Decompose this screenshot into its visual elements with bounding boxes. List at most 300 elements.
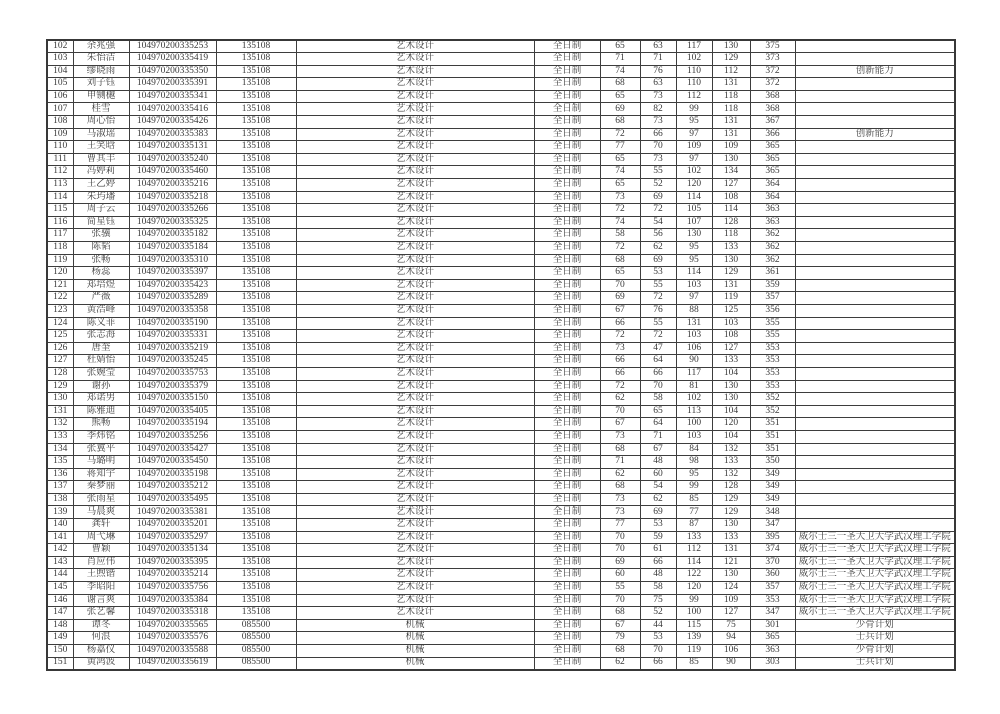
table-row	[47, 53, 955, 66]
cell-score-1: 62	[600, 393, 640, 406]
cell-score-2: 59	[640, 531, 676, 544]
cell-major-code: 135108	[216, 544, 296, 557]
cell-name: 杜婧怡	[73, 355, 129, 368]
cell-score-1: 65	[600, 153, 640, 166]
cell-score-1: 79	[600, 632, 640, 645]
cell-score-4: 132	[712, 468, 750, 481]
cell-remark: 创新能力	[795, 65, 955, 78]
cell-name: 张冀平	[73, 443, 129, 456]
cell-total: 357	[750, 582, 795, 595]
cell-score-2: 63	[640, 40, 676, 53]
cell-remark: 士兵计划	[795, 632, 955, 645]
cell-score-1: 67	[600, 304, 640, 317]
cell-remark	[795, 443, 955, 456]
cell-major-code: 135108	[216, 481, 296, 494]
cell-score-4: 130	[712, 254, 750, 267]
cell-major-name: 艺术设计	[296, 506, 534, 519]
cell-candidate-id: 104970200335310	[129, 254, 216, 267]
cell-major-code: 135108	[216, 493, 296, 506]
cell-name: 谢言爽	[73, 594, 129, 607]
cell-name: 张婉莹	[73, 367, 129, 380]
cell-score-2: 48	[640, 569, 676, 582]
cell-major-name: 艺术设计	[296, 78, 534, 91]
cell-study-mode: 全日制	[534, 292, 600, 305]
cell-score-1: 69	[600, 103, 640, 116]
table-row	[47, 103, 955, 116]
cell-major-name: 艺术设计	[296, 342, 534, 355]
table-row	[47, 405, 955, 418]
cell-candidate-id: 104970200335325	[129, 216, 216, 229]
cell-study-mode: 全日制	[534, 481, 600, 494]
cell-score-3: 100	[676, 418, 712, 431]
cell-remark	[795, 418, 955, 431]
cell-score-1: 73	[600, 342, 640, 355]
cell-candidate-id: 104970200335240	[129, 153, 216, 166]
cell-score-3: 139	[676, 632, 712, 645]
cell-score-4: 104	[712, 367, 750, 380]
cell-study-mode: 全日制	[534, 645, 600, 658]
cell-candidate-id: 104970200335219	[129, 342, 216, 355]
cell-name: 杨蕊	[73, 267, 129, 280]
cell-score-3: 81	[676, 380, 712, 393]
cell-score-2: 72	[640, 292, 676, 305]
cell-remark	[795, 267, 955, 280]
cell-major-name: 艺术设计	[296, 607, 534, 620]
cell-candidate-id: 104970200335201	[129, 519, 216, 532]
cell-score-1: 67	[600, 418, 640, 431]
cell-remark: 威尔士三一圣大卫大学武汉理工学院	[795, 544, 955, 557]
cell-candidate-id: 104970200335131	[129, 141, 216, 154]
cell-score-1: 60	[600, 569, 640, 582]
cell-total: 349	[750, 493, 795, 506]
cell-total: 349	[750, 468, 795, 481]
table-row	[47, 355, 955, 368]
cell-study-mode: 全日制	[534, 116, 600, 129]
table-row	[47, 519, 955, 532]
cell-row-number: 110	[47, 141, 73, 154]
cell-study-mode: 全日制	[534, 619, 600, 632]
cell-candidate-id: 104970200335182	[129, 229, 216, 242]
cell-score-4: 129	[712, 493, 750, 506]
table-row	[47, 645, 955, 658]
cell-candidate-id: 104970200335266	[129, 204, 216, 217]
cell-name: 何浪	[73, 632, 129, 645]
cell-total: 353	[750, 380, 795, 393]
cell-total: 363	[750, 645, 795, 658]
cell-score-1: 69	[600, 556, 640, 569]
cell-score-1: 70	[600, 544, 640, 557]
cell-name: 龚轩	[73, 519, 129, 532]
cell-row-number: 107	[47, 103, 73, 116]
cell-score-4: 118	[712, 90, 750, 103]
cell-major-name: 机械	[296, 657, 534, 670]
cell-total: 368	[750, 90, 795, 103]
cell-study-mode: 全日制	[534, 367, 600, 380]
cell-remark: 士兵计划	[795, 657, 955, 670]
cell-remark: 威尔士三一圣大卫大学武汉理工学院	[795, 569, 955, 582]
table-row	[47, 191, 955, 204]
cell-total: 364	[750, 191, 795, 204]
cell-name: 唐奎	[73, 342, 129, 355]
cell-study-mode: 全日制	[534, 40, 600, 53]
table-row	[47, 216, 955, 229]
cell-name: 张志海	[73, 330, 129, 343]
table-row	[47, 279, 955, 292]
cell-score-2: 54	[640, 216, 676, 229]
table-row	[47, 254, 955, 267]
cell-total: 363	[750, 204, 795, 217]
cell-score-3: 97	[676, 292, 712, 305]
table-row	[47, 242, 955, 255]
cell-candidate-id: 104970200335565	[129, 619, 216, 632]
cell-total: 364	[750, 179, 795, 192]
cell-score-2: 55	[640, 166, 676, 179]
cell-name: 缪晓雨	[73, 65, 129, 78]
cell-study-mode: 全日制	[534, 430, 600, 443]
cell-study-mode: 全日制	[534, 569, 600, 582]
cell-candidate-id: 104970200335350	[129, 65, 216, 78]
table-row	[47, 166, 955, 179]
table-row	[47, 317, 955, 330]
cell-remark	[795, 279, 955, 292]
cell-row-number: 141	[47, 531, 73, 544]
cell-candidate-id: 104970200335198	[129, 468, 216, 481]
cell-score-4: 124	[712, 582, 750, 595]
table-row	[47, 90, 955, 103]
cell-score-2: 66	[640, 657, 676, 670]
cell-candidate-id: 104970200335212	[129, 481, 216, 494]
cell-study-mode: 全日制	[534, 141, 600, 154]
cell-score-2: 62	[640, 242, 676, 255]
cell-score-3: 117	[676, 367, 712, 380]
table-row	[47, 456, 955, 469]
cell-row-number: 118	[47, 242, 73, 255]
cell-score-4: 130	[712, 153, 750, 166]
cell-score-3: 115	[676, 619, 712, 632]
cell-total: 347	[750, 607, 795, 620]
cell-major-name: 艺术设计	[296, 254, 534, 267]
table-row	[47, 393, 955, 406]
table-row	[47, 418, 955, 431]
cell-name: 王煦锴	[73, 569, 129, 582]
cell-score-1: 69	[600, 292, 640, 305]
cell-total: 365	[750, 166, 795, 179]
cell-total: 349	[750, 481, 795, 494]
cell-major-name: 艺术设计	[296, 544, 534, 557]
cell-major-name: 艺术设计	[296, 380, 534, 393]
cell-candidate-id: 104970200335384	[129, 594, 216, 607]
cell-remark	[795, 78, 955, 91]
cell-name: 曹颖	[73, 544, 129, 557]
cell-score-3: 102	[676, 53, 712, 66]
cell-major-name: 艺术设计	[296, 103, 534, 116]
cell-score-3: 97	[676, 128, 712, 141]
cell-total: 359	[750, 279, 795, 292]
cell-study-mode: 全日制	[534, 493, 600, 506]
cell-remark: 威尔士三一圣大卫大学武汉理工学院	[795, 594, 955, 607]
cell-major-code: 135108	[216, 468, 296, 481]
admission-results-table	[46, 39, 956, 671]
cell-study-mode: 全日制	[534, 393, 600, 406]
cell-row-number: 129	[47, 380, 73, 393]
cell-score-3: 99	[676, 103, 712, 116]
cell-candidate-id: 104970200335419	[129, 53, 216, 66]
cell-name: 周弋琳	[73, 531, 129, 544]
cell-score-3: 102	[676, 393, 712, 406]
cell-total: 365	[750, 153, 795, 166]
cell-total: 347	[750, 519, 795, 532]
cell-remark	[795, 481, 955, 494]
cell-major-code: 135108	[216, 355, 296, 368]
cell-major-code: 135108	[216, 116, 296, 129]
table-row	[47, 506, 955, 519]
cell-name: 朱怡洁	[73, 53, 129, 66]
table-row	[47, 267, 955, 280]
cell-total: 363	[750, 216, 795, 229]
cell-study-mode: 全日制	[534, 166, 600, 179]
cell-total: 356	[750, 304, 795, 317]
cell-candidate-id: 104970200335426	[129, 116, 216, 129]
cell-study-mode: 全日制	[534, 418, 600, 431]
cell-major-name: 艺术设计	[296, 443, 534, 456]
cell-remark	[795, 405, 955, 418]
cell-study-mode: 全日制	[534, 506, 600, 519]
cell-study-mode: 全日制	[534, 65, 600, 78]
table-row	[47, 229, 955, 242]
cell-score-2: 64	[640, 418, 676, 431]
cell-remark	[795, 430, 955, 443]
cell-candidate-id: 104970200335318	[129, 607, 216, 620]
cell-score-1: 71	[600, 53, 640, 66]
cell-remark	[795, 242, 955, 255]
cell-remark: 创新能力	[795, 128, 955, 141]
cell-total: 372	[750, 78, 795, 91]
cell-row-number: 144	[47, 569, 73, 582]
cell-total: 365	[750, 141, 795, 154]
cell-score-2: 56	[640, 229, 676, 242]
cell-score-2: 72	[640, 330, 676, 343]
cell-total: 355	[750, 330, 795, 343]
cell-candidate-id: 104970200335450	[129, 456, 216, 469]
cell-major-name: 艺术设计	[296, 90, 534, 103]
cell-major-code: 135108	[216, 65, 296, 78]
cell-total: 368	[750, 103, 795, 116]
cell-remark	[795, 519, 955, 532]
cell-remark: 少骨计划	[795, 645, 955, 658]
cell-row-number: 120	[47, 267, 73, 280]
cell-candidate-id: 104970200335383	[129, 128, 216, 141]
cell-major-code: 135108	[216, 330, 296, 343]
cell-name: 张雨星	[73, 493, 129, 506]
cell-remark	[795, 40, 955, 53]
cell-row-number: 139	[47, 506, 73, 519]
cell-study-mode: 全日制	[534, 191, 600, 204]
cell-remark	[795, 191, 955, 204]
cell-major-name: 艺术设计	[296, 204, 534, 217]
cell-name: 张骥	[73, 229, 129, 242]
cell-score-4: 106	[712, 645, 750, 658]
cell-candidate-id: 104970200335588	[129, 645, 216, 658]
cell-total: 353	[750, 342, 795, 355]
cell-score-1: 73	[600, 506, 640, 519]
cell-study-mode: 全日制	[534, 317, 600, 330]
cell-name: 黄鸿波	[73, 657, 129, 670]
cell-remark	[795, 116, 955, 129]
cell-major-name: 艺术设计	[296, 141, 534, 154]
cell-name: 简星钰	[73, 216, 129, 229]
cell-total: 301	[750, 619, 795, 632]
cell-score-2: 55	[640, 317, 676, 330]
cell-name: 蒋知宇	[73, 468, 129, 481]
cell-candidate-id: 104970200335397	[129, 267, 216, 280]
table-row	[47, 40, 955, 53]
cell-row-number: 135	[47, 456, 73, 469]
cell-score-1: 73	[600, 493, 640, 506]
cell-row-number: 138	[47, 493, 73, 506]
cell-study-mode: 全日制	[534, 128, 600, 141]
table-row	[47, 204, 955, 217]
cell-major-code: 135108	[216, 607, 296, 620]
cell-remark	[795, 342, 955, 355]
cell-row-number: 121	[47, 279, 73, 292]
cell-score-1: 72	[600, 380, 640, 393]
cell-score-3: 105	[676, 204, 712, 217]
cell-major-name: 艺术设计	[296, 179, 534, 192]
cell-major-code: 135108	[216, 531, 296, 544]
cell-candidate-id: 104970200335379	[129, 380, 216, 393]
cell-score-4: 133	[712, 355, 750, 368]
cell-score-4: 132	[712, 443, 750, 456]
cell-score-2: 66	[640, 367, 676, 380]
table-row	[47, 179, 955, 192]
cell-score-4: 134	[712, 166, 750, 179]
cell-remark	[795, 317, 955, 330]
cell-total: 303	[750, 657, 795, 670]
cell-major-code: 135108	[216, 103, 296, 116]
cell-study-mode: 全日制	[534, 254, 600, 267]
cell-score-1: 70	[600, 531, 640, 544]
table-row	[47, 380, 955, 393]
cell-row-number: 111	[47, 153, 73, 166]
cell-score-4: 130	[712, 40, 750, 53]
cell-score-4: 125	[712, 304, 750, 317]
cell-row-number: 112	[47, 166, 73, 179]
cell-name: 王笑晗	[73, 141, 129, 154]
cell-score-4: 131	[712, 78, 750, 91]
cell-score-4: 109	[712, 594, 750, 607]
cell-remark: 威尔士三一圣大卫大学武汉理工学院	[795, 582, 955, 595]
cell-candidate-id: 104970200335423	[129, 279, 216, 292]
cell-row-number: 108	[47, 116, 73, 129]
cell-study-mode: 全日制	[534, 90, 600, 103]
cell-total: 360	[750, 569, 795, 582]
cell-total: 353	[750, 367, 795, 380]
cell-score-3: 110	[676, 65, 712, 78]
cell-score-1: 62	[600, 657, 640, 670]
cell-candidate-id: 104970200335495	[129, 493, 216, 506]
cell-score-3: 107	[676, 216, 712, 229]
cell-remark	[795, 380, 955, 393]
cell-remark	[795, 506, 955, 519]
cell-remark: 少骨计划	[795, 619, 955, 632]
cell-total: 350	[750, 456, 795, 469]
cell-study-mode: 全日制	[534, 355, 600, 368]
cell-row-number: 133	[47, 430, 73, 443]
cell-major-code: 135108	[216, 254, 296, 267]
cell-name: 申铡樾	[73, 90, 129, 103]
cell-score-3: 97	[676, 153, 712, 166]
cell-major-code: 135108	[216, 279, 296, 292]
cell-score-1: 74	[600, 216, 640, 229]
cell-major-code: 135108	[216, 191, 296, 204]
cell-row-number: 143	[47, 556, 73, 569]
cell-score-2: 44	[640, 619, 676, 632]
cell-score-4: 133	[712, 531, 750, 544]
cell-major-name: 艺术设计	[296, 481, 534, 494]
table-row	[47, 128, 955, 141]
cell-score-3: 95	[676, 116, 712, 129]
cell-name: 马淑瑶	[73, 128, 129, 141]
cell-row-number: 114	[47, 191, 73, 204]
cell-study-mode: 全日制	[534, 330, 600, 343]
cell-name: 周心怡	[73, 116, 129, 129]
cell-name: 郑培煜	[73, 279, 129, 292]
cell-major-name: 艺术设计	[296, 153, 534, 166]
table-row	[47, 367, 955, 380]
cell-score-2: 73	[640, 90, 676, 103]
cell-score-4: 131	[712, 116, 750, 129]
cell-candidate-id: 104970200335253	[129, 40, 216, 53]
cell-score-3: 133	[676, 531, 712, 544]
cell-row-number: 103	[47, 53, 73, 66]
cell-score-1: 67	[600, 619, 640, 632]
cell-row-number: 132	[47, 418, 73, 431]
cell-score-4: 128	[712, 216, 750, 229]
cell-major-code: 135108	[216, 40, 296, 53]
cell-score-1: 65	[600, 179, 640, 192]
cell-score-1: 72	[600, 242, 640, 255]
cell-score-3: 95	[676, 254, 712, 267]
cell-major-code: 135108	[216, 519, 296, 532]
cell-candidate-id: 104970200335395	[129, 556, 216, 569]
cell-name: 周子云	[73, 204, 129, 217]
cell-major-name: 机械	[296, 619, 534, 632]
cell-study-mode: 全日制	[534, 153, 600, 166]
cell-score-3: 95	[676, 468, 712, 481]
cell-study-mode: 全日制	[534, 582, 600, 595]
cell-major-code: 135108	[216, 405, 296, 418]
cell-name: 陈雅迪	[73, 405, 129, 418]
cell-score-4: 127	[712, 179, 750, 192]
cell-row-number: 148	[47, 619, 73, 632]
cell-total: 370	[750, 556, 795, 569]
cell-major-name: 艺术设计	[296, 267, 534, 280]
cell-score-4: 119	[712, 292, 750, 305]
cell-row-number: 128	[47, 367, 73, 380]
cell-major-code: 135108	[216, 594, 296, 607]
cell-major-code: 135108	[216, 179, 296, 192]
cell-score-3: 114	[676, 267, 712, 280]
cell-row-number: 106	[47, 90, 73, 103]
cell-total: 355	[750, 317, 795, 330]
cell-candidate-id: 104970200335134	[129, 544, 216, 557]
cell-name: 熊畅	[73, 418, 129, 431]
cell-candidate-id: 104970200335619	[129, 657, 216, 670]
cell-score-3: 103	[676, 330, 712, 343]
cell-score-4: 127	[712, 607, 750, 620]
cell-score-1: 65	[600, 40, 640, 53]
cell-major-name: 机械	[296, 645, 534, 658]
